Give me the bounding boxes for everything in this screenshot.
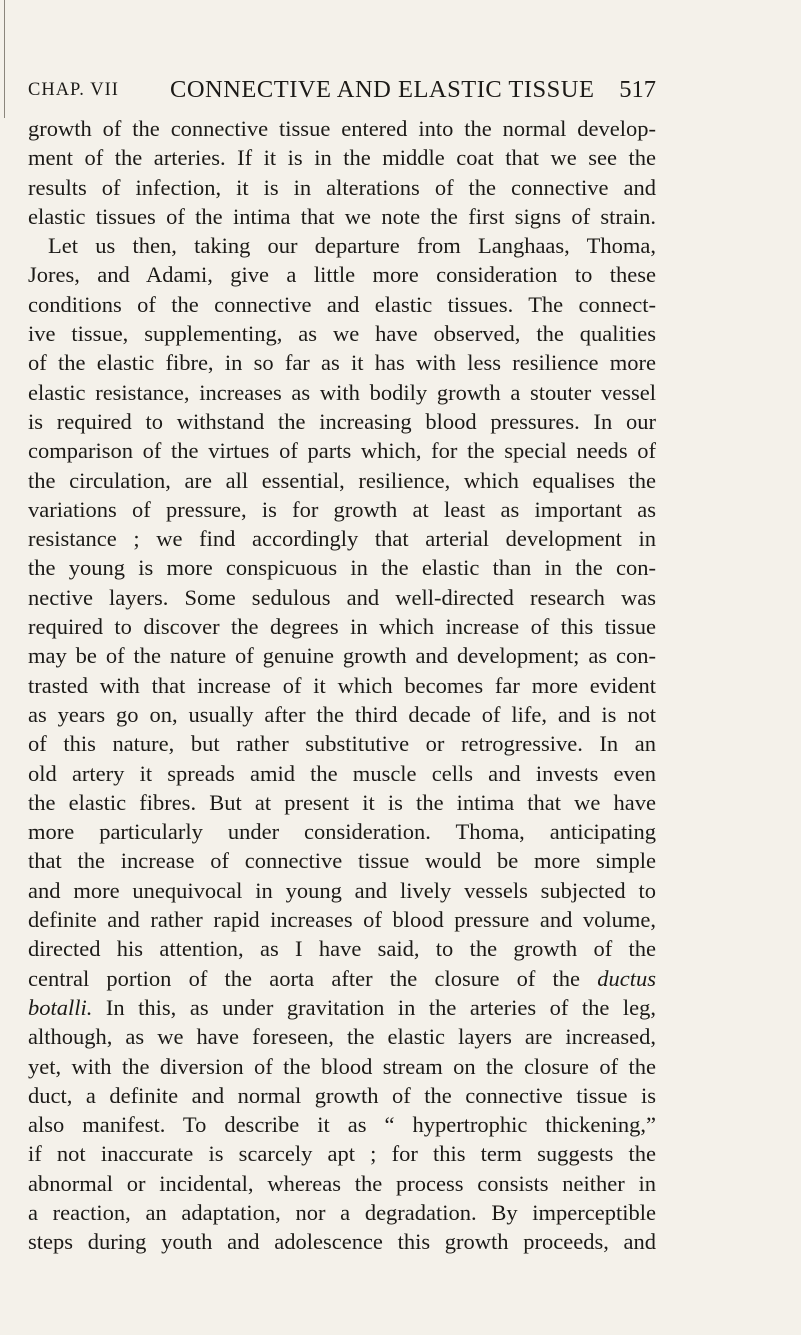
text-line: old artery it spreads amid the muscle cells and invests even	[28, 760, 656, 786]
text-line: of this nature, but rather substitutive or retrogressive. In an	[28, 731, 656, 757]
text-line: Jores, and Adami, give a little more consideration to these	[28, 262, 656, 288]
text-line: although, as we have foreseen, the elastic layers are increased,	[28, 1024, 656, 1050]
text-line: also manifest. To describe it as “ hypertrophic thickening,”	[28, 1112, 656, 1138]
text-line: yet, with the diversion of the blood stream on the closure of the	[28, 1053, 656, 1079]
text-segment: central portion of the aorta after the closure of the	[28, 965, 581, 991]
text-line: the circulation, are all essential, resilience, which equalises the	[28, 467, 656, 493]
text-line: that the increase of connective tissue would be more simple	[28, 848, 656, 874]
italic-term: botalli.	[28, 994, 93, 1020]
text-line: Let us then, taking our departure from Langhaas, Thoma,	[48, 233, 656, 259]
text-line: results of infection, it is in alterations of the connective and	[28, 174, 656, 200]
running-header	[28, 76, 656, 106]
text-line: and more unequivocal in young and lively vessels subjected to	[28, 877, 656, 903]
text-line: ment of the arteries. If it is in the middle coat that we see the	[28, 145, 656, 171]
body-text	[28, 114, 656, 1257]
text-line: the elastic fibres. But at present it is the intima that we have	[28, 789, 656, 815]
text-line: of the elastic fibre, in so far as it has with less resilience more	[28, 350, 656, 376]
text-line: steps during youth and adolescence this growth proceeds, and	[28, 1229, 656, 1255]
text-segment: In this, as under gravitation in the arteries of the leg,	[92, 994, 656, 1020]
text-line: growth of the connective tissue entered into the normal develop-	[28, 116, 656, 141]
text-line-with-italic	[28, 964, 656, 993]
text-line: a reaction, an adaptation, nor a degradation. By imperceptible	[28, 1199, 656, 1225]
text-line: variations of pressure, is for growth at least as important as	[28, 496, 656, 522]
text-line: comparison of the virtues of parts which, for the special needs of	[28, 438, 656, 464]
text-line-with-italic	[28, 993, 656, 1022]
page-number: 517	[619, 76, 656, 103]
text-line: as years go on, usually after the third decade of life, and is not	[28, 701, 656, 727]
text-line: ive tissue, supplementing, as we have observed, the qualities	[28, 321, 656, 347]
text-line: directed his attention, as I have said, to the growth of the	[28, 936, 656, 962]
chapter-title: CONNECTIVE AND ELASTIC TISSUE	[170, 76, 595, 103]
text-line: conditions of the connective and elastic tissues. The connect-	[28, 291, 656, 317]
text-line: if not inaccurate is scarcely apt ; for this term suggests the	[28, 1141, 656, 1167]
text-line: elastic resistance, increases as with bodily growth a stouter vessel	[28, 379, 656, 405]
text-line: required to discover the degrees in which increase of this tissue	[28, 614, 656, 640]
text-line: nective layers. Some sedulous and well-directed research was	[28, 584, 656, 610]
text-line: may be of the nature of genuine growth and development; as con-	[28, 643, 656, 669]
text-line: is required to withstand the increasing blood pressures. In our	[28, 408, 656, 434]
text-line: elastic tissues of the intima that we note the first signs of strain.	[28, 203, 656, 229]
italic-term: ductus	[597, 965, 656, 991]
text-line: the young is more conspicuous in the elastic than in the con-	[28, 555, 656, 581]
text-line: abnormal or incidental, whereas the process consists neither in	[28, 1170, 656, 1196]
chapter-label: CHAP. VII	[28, 80, 119, 100]
text-line: definite and rather rapid increases of blood pressure and volume,	[28, 907, 656, 933]
page-edge-rule	[4, 0, 5, 118]
text-line: duct, a definite and normal growth of the connective tissue is	[28, 1082, 656, 1108]
text-line: more particularly under consideration. Thoma, anticipating	[28, 819, 656, 845]
text-line: resistance ; we find accordingly that arterial development in	[28, 526, 656, 552]
text-line: trasted with that increase of it which becomes far more evident	[28, 672, 656, 698]
